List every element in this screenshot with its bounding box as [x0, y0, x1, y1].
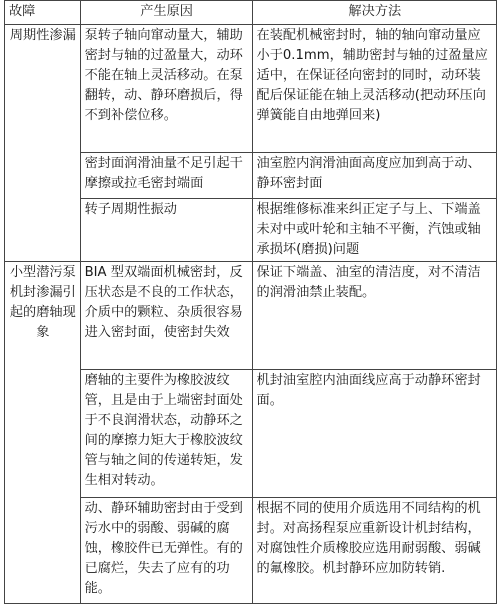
header-fault: 故障 [5, 1, 81, 25]
cause-cell: 磨轴的主要件为橡胶波纹管，且是由于上端密封面处于不良润滑状态，动静环之间的摩擦力矩大于橡胶波纹管与轴之间的传递转矩，发生相对转动。 [80, 370, 252, 498]
cause-cell: 动、静环辅助密封由于受到污水中的弱酸、弱碱的腐蚀，橡胶件已无弹性。有的已腐烂，失去了应有的功能。 [80, 498, 252, 604]
solution-cell: 油室腔内润滑油面高度应加到高于动、静环密封面 [252, 153, 496, 199]
fault-cell-periodic-leak: 周期性渗漏 [5, 25, 81, 262]
cause-cell: BIA 型双端面机械密封，反压状态是不良的工作状态，介质中的颗粒、杂质很容易进入密封面，使密封失效 [80, 262, 252, 370]
table-row [5, 262, 497, 370]
cause-cell: 转子周期性振动 [80, 199, 252, 262]
solution-cell: 根据维修标准来纠正定子与上、下端盖未对中或叶轮和主轴不平衡，汽蚀或轴承损坏(磨损)问题 [252, 199, 496, 262]
table-row [5, 25, 497, 153]
solution-cell: 根据不同的使用介质选用不同结构的机封。对高扬程泵应重新设计机封结构，对腐蚀性介质橡胶应选用耐弱酸、弱碱的氟橡胶。机封静环应加防转销. [252, 498, 496, 604]
header-cause: 产生原因 [80, 1, 252, 25]
fault-analysis-table [4, 0, 497, 604]
solution-cell: 在装配机械密封时，轴的轴向窜动量应小于0.1mm，辅助密封与轴的过盈量应适中，在保证径向密封的同时，动环装配后保证能在轴上灵活移动(把动环压向弹簧能自由地弹回来) [252, 25, 496, 153]
solution-cell: 机封油室腔内油面线应高于动静环密封面。 [252, 370, 496, 498]
header-solution: 解决方法 [252, 1, 496, 25]
cause-cell: 密封面润滑油量不足引起干摩擦或拉毛密封端面 [80, 153, 252, 199]
fault-cell-shaft-wear: 小型潜污泵机封渗漏引起的磨轴现象 [5, 262, 81, 604]
table-header-row [5, 1, 497, 25]
cause-cell: 泵转子轴向窜动量大，辅助密封与轴的过盈量大，动环不能在轴上灵活移动。在泵翻转，动、静环磨损后，得不到补偿位移。 [80, 25, 252, 153]
solution-cell: 保证下端盖、油室的清洁度，对不清洁的润滑油禁止装配。 [252, 262, 496, 370]
